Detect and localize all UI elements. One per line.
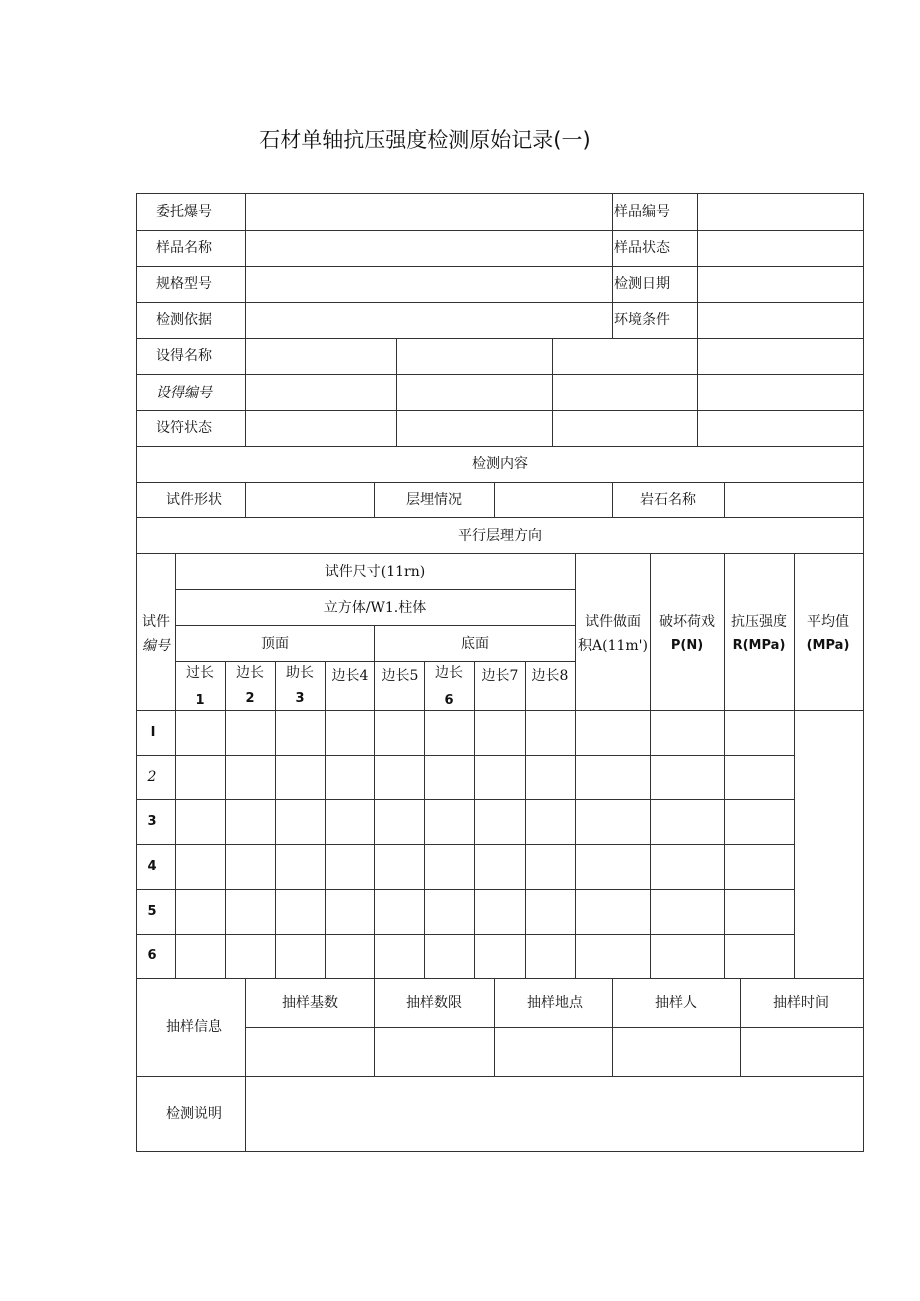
row-number: 4 [147, 859, 157, 874]
label-specimen-no-b: 编号 [142, 638, 170, 654]
test-date-field[interactable] [698, 267, 863, 302]
edge-header: 边长8 [531, 668, 569, 684]
label-equip-state: 设符状态 [156, 420, 212, 436]
label-load-b: P(N) [670, 638, 704, 653]
label-sampling-time: 抽样时间 [773, 995, 829, 1011]
label-avg-b: (MPa) [806, 638, 850, 653]
edge-header: 助长 [286, 665, 314, 681]
env-condition-field[interactable] [698, 303, 863, 338]
consign-no-field[interactable] [246, 194, 612, 230]
edge-header: 边长 [435, 665, 463, 681]
edge-header-num: 1 [195, 693, 205, 708]
row-number: 3 [147, 814, 157, 829]
edge-header: 边长7 [481, 668, 519, 684]
label-load-a: 破坏荷戏 [659, 614, 715, 630]
label-direction: 平行层理方向 [458, 528, 542, 544]
label-sampling: 抽样信息 [166, 1019, 222, 1035]
label-test-date: 检测日期 [614, 276, 670, 292]
label-specimen-no-a: 试件 [142, 614, 170, 630]
label-sampling-limit: 抽样数限 [406, 995, 462, 1011]
row-number: I [150, 725, 156, 740]
spec-model-field[interactable] [246, 267, 612, 302]
label-sampling-person: 抽样人 [655, 995, 697, 1011]
label-specimen-shape: 试件形状 [166, 492, 222, 508]
label-env-condition: 环境条件 [614, 312, 670, 328]
label-avg-a: 平均值 [807, 614, 849, 630]
label-sampling-base: 抽样基数 [282, 995, 338, 1011]
label-bedding: 层埋情况 [406, 492, 462, 508]
row-number: 5 [147, 904, 157, 919]
row-number: 6 [147, 948, 157, 963]
label-consign-no: 委托爆号 [156, 204, 212, 220]
label-size-header: 试件尺寸(11rn) [324, 564, 426, 580]
label-equip-no: 设得编号 [156, 385, 212, 401]
label-sample-no: 样品编号 [614, 204, 670, 220]
edge-header-num: 6 [444, 693, 454, 708]
label-sample-state: 样品状态 [614, 240, 670, 256]
page-title: 石材单轴抗压强度检测原始记录(一) [259, 128, 591, 152]
sample-no-field[interactable] [698, 194, 863, 230]
edge-header: 边长4 [331, 668, 369, 684]
label-area-b: 积A(11m') [578, 638, 648, 654]
label-sampling-place: 抽样地点 [527, 995, 583, 1011]
sample-name-field[interactable] [246, 231, 612, 266]
label-top-face: 顶面 [261, 636, 289, 652]
label-bottom-face: 底面 [461, 636, 489, 652]
row-number: 2 [147, 769, 157, 785]
content-header: 检测内容 [472, 456, 528, 472]
label-strength-a: 抗压强度 [731, 614, 787, 630]
remarks-field[interactable] [246, 1077, 863, 1151]
edge-header-num: 2 [245, 691, 255, 706]
sample-state-field[interactable] [698, 231, 863, 266]
label-shape-header: 立方体/W1.柱体 [323, 600, 427, 616]
test-basis-field[interactable] [246, 303, 612, 338]
label-spec-model: 规格型号 [156, 276, 212, 292]
label-test-basis: 检测依据 [156, 312, 212, 328]
label-rock-name: 岩石名称 [640, 492, 696, 508]
edge-header: 过长 [186, 665, 214, 681]
edge-header-num: 3 [295, 691, 305, 706]
label-remarks: 检测说明 [166, 1106, 222, 1122]
label-equip-name: 设得名称 [156, 348, 212, 364]
label-area-a: 试件做面 [585, 614, 641, 630]
label-strength-b: R(MPa) [732, 638, 786, 653]
edge-header: 边长5 [381, 668, 419, 684]
edge-header: 边长 [236, 665, 264, 681]
label-sample-name: 样品名称 [156, 240, 212, 256]
